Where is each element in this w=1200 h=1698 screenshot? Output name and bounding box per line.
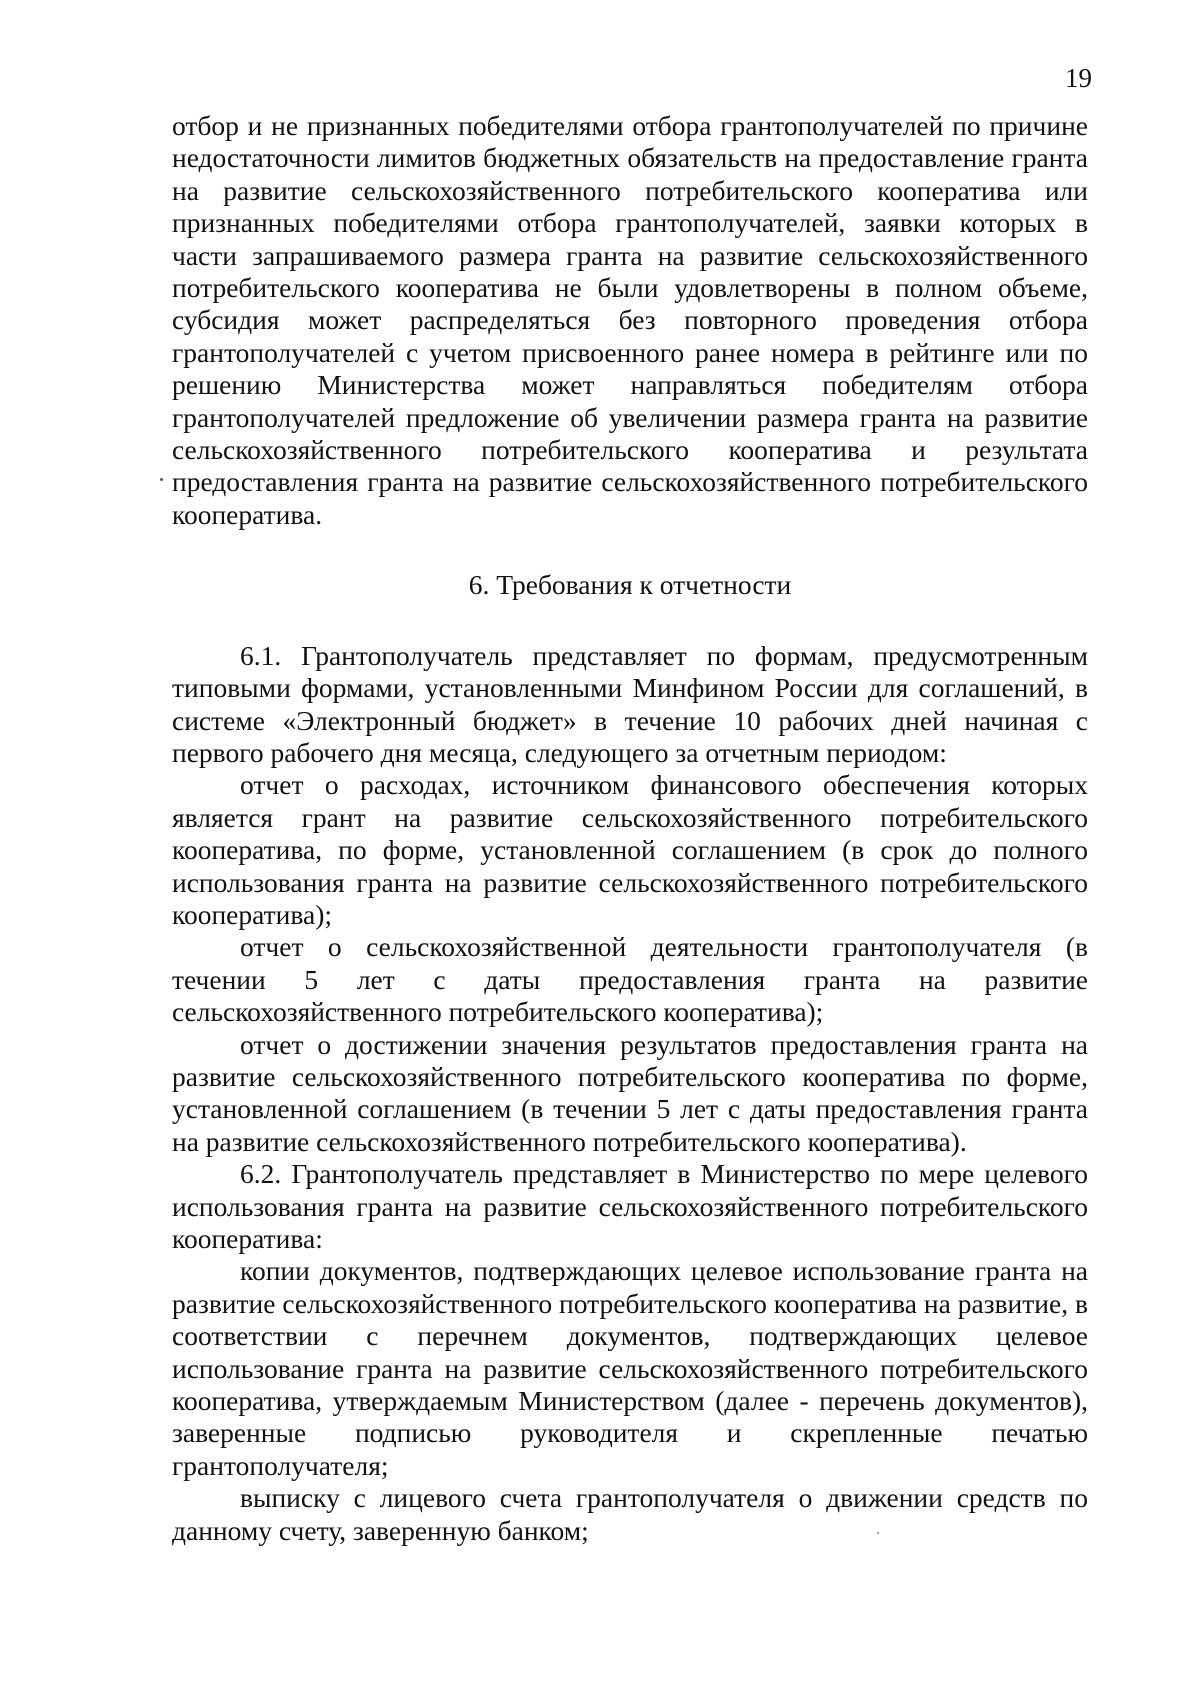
paragraph-6-1: 6.1. Грантополучатель представляет по формам, предусмотренным типовыми формами, установленными Минфином России для соглашений, в системе «Электронный бюджет» в течение 10 рабочих дней начиная с первого рабочего дня месяца, следующего за отчетным периодом: [172,639,1088,768]
section-heading: 6. Требования к отчетности [468,569,792,601]
paragraph-6-2: 6.2. Грантополучатель представляет в Министерство по мере целевого использования гранта на развитие сельскохозяйственного потребительского кооператива: [172,1158,1088,1254]
page-number: 19 [1065,63,1092,93]
paragraph-agricultural-report: отчет о сельскохозяйственной деятельности грантополучателя (в течении 5 лет с даты предоставления гранта на развитие сельскохозяйственного потребительского кооператива); [172,931,1088,1028]
document-body [172,110,1088,1547]
paragraph-document-copies: копии документов, подтверждающих целевое использование гранта на развитие сельскохозяйственного потребительского кооператива на развитие, в соответствии с перечнем документов, подтверждающих целевое использование гранта на развитие сельскохозяйственного потребительского кооператива, утверждаемым Министерством (далее - перечень документов), заверенные подписью руководителя и скрепленные печатью грантополучателя; [172,1255,1088,1481]
scan-artifact-dot [160,478,163,481]
paragraph-results-report: отчет о достижении значения результатов предоставления гранта на развитие сельскохозяйственного потребительского кооператива по форме, установленной соглашением (в течении 5 лет с даты предоставления гранта на развитие сельскохозяйственного потребительского кооператива). [172,1028,1088,1157]
paragraph-continuation: отбор и не признанных победителями отбора грантополучателей по причине недостаточности лимитов бюджетных обязательств на предоставление гранта на развитие сельскохозяйственного потребительского кооператива или признанных победителями отбора грантополучателей, заявки которых в части запрашиваемого размера гранта на развитие сельскохозяйственного потребительского кооператива не были удовлетворены в полном объеме, субсидия может распределяться без повторного проведения отбора грантополучателей с учетом присвоенного ранее номера в рейтинге или по решению Министерства может направляться победителям отбора грантополучателей предложение об увеличении размера гранта на развитие сельскохозяйственного потребительского кооператива и результата предоставления гранта на развитие сельскохозяйственного потребительского кооператива. [172,110,1088,530]
paragraph-account-statement: выписку с лицевого счета грантополучателя о движении средств по данному счету, заверенную банком; [172,1482,1088,1546]
paragraph-expense-report: отчет о расходах, источником финансового обеспечения которых является грант на развитие сельскохозяйственного потребительского кооператива, по форме, установленной соглашением (в срок до полного использования гранта на развитие сельскохозяйственного потребительского кооператива); [172,769,1088,930]
